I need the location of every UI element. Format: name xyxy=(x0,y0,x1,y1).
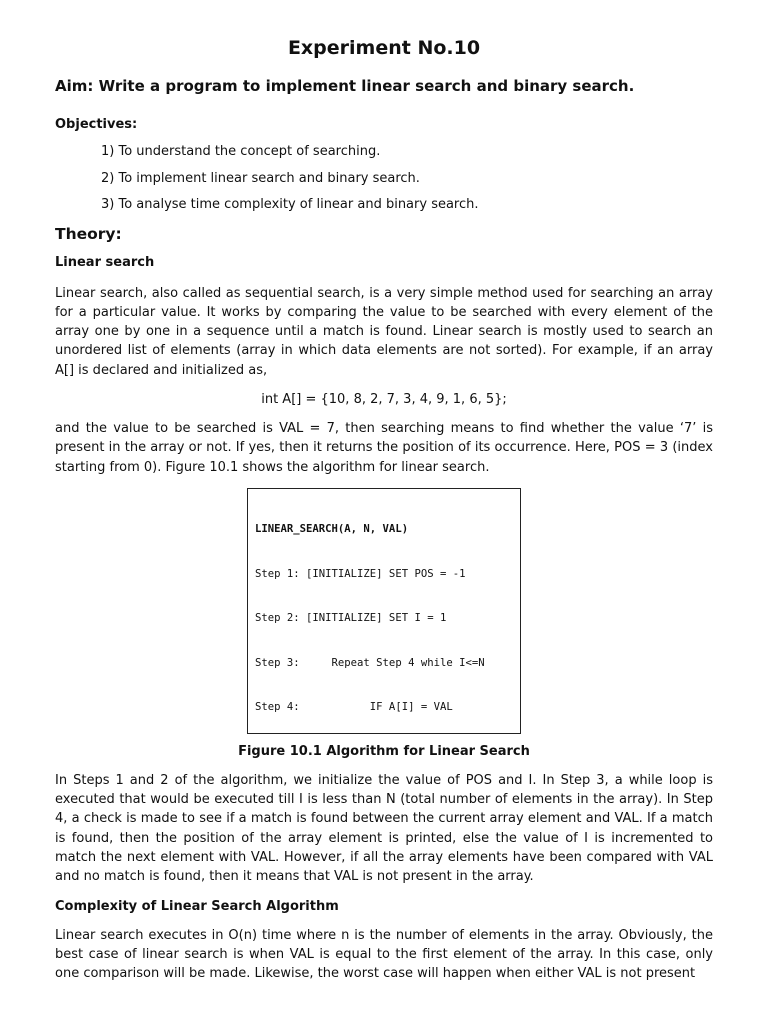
paragraph-linear-search-intro: Linear search, also called as sequential search, is a very simple method used for searching an array for a particular value. It works by comparing the value to be searched with every element of the array one by one in a sequence until a match is found. Linear search is mostly used to search an unordered list of elements (array in which data elements are not sorted). For example, if an array A[] is declared and initialized as, xyxy=(55,285,713,378)
algorithm-line: Step 2: [INITIALIZE] SET I = 1 xyxy=(255,612,447,625)
algorithm-line: Step 3: Repeat Step 4 while I<=N xyxy=(255,656,485,669)
figure-caption: Figure 10.1 Algorithm for Linear Search xyxy=(238,743,530,759)
complexity-heading: Complexity of Linear Search Algorithm xyxy=(55,898,339,914)
objective-item: 3) To analyse time complexity of linear and binary search. xyxy=(101,197,479,212)
linear-search-heading: Linear search xyxy=(55,254,155,270)
objectives-list xyxy=(55,143,713,214)
algorithm-line: LINEAR_SEARCH(A, N, VAL) xyxy=(255,523,409,536)
document-page xyxy=(55,30,713,984)
objective-item: 1) To understand the concept of searching. xyxy=(101,144,381,159)
algorithm-line: Step 4: IF A[I] = VAL xyxy=(255,701,453,714)
theory-heading: Theory: xyxy=(55,224,122,243)
paragraph-algorithm-explanation: In Steps 1 and 2 of the algorithm, we initialize the value of POS and I. In Step 3, a while loop is executed that would be executed till I is less than N (total number of elements in the array). In Step 4, a check is made to see if a match is found between the current array element and VAL. If a match is found, then the position of the array element is printed, else the value of I is incremented to match the next element with VAL. However, if all the array elements have been compared with VAL and no match is found, then it means that VAL is not present in the array. xyxy=(55,772,713,885)
paragraph-complexity: Linear search executes in O(n) time where n is the number of elements in the array. Obviously, the best case of linear search is when VAL is equal to the first element of the array. In this case, only one comparison will be made. Likewise, the worst case will happen when either VAL is not present xyxy=(55,927,713,982)
array-declaration: int A[] = {10, 8, 2, 7, 3, 4, 9, 1, 6, 5}; xyxy=(261,391,507,407)
objective-item: 2) To implement linear search and binary search. xyxy=(101,170,420,186)
algorithm-line: Step 1: [INITIALIZE] SET POS = -1 xyxy=(255,567,466,580)
objectives-heading: Objectives: xyxy=(55,117,138,132)
aim-statement: Aim: Write a program to implement linear search and binary search. xyxy=(55,77,635,95)
paragraph-search-example: and the value to be searched is VAL = 7, then searching means to find whether the value ‘7’ is present in the array or not. If yes, then it returns the position of its occurrence. Here, POS = 3 (index starting from 0). Figure 10.1 shows the algorithm for linear search. xyxy=(55,420,713,475)
page-title: Experiment No.10 xyxy=(287,37,481,59)
algorithm-figure xyxy=(247,488,521,734)
